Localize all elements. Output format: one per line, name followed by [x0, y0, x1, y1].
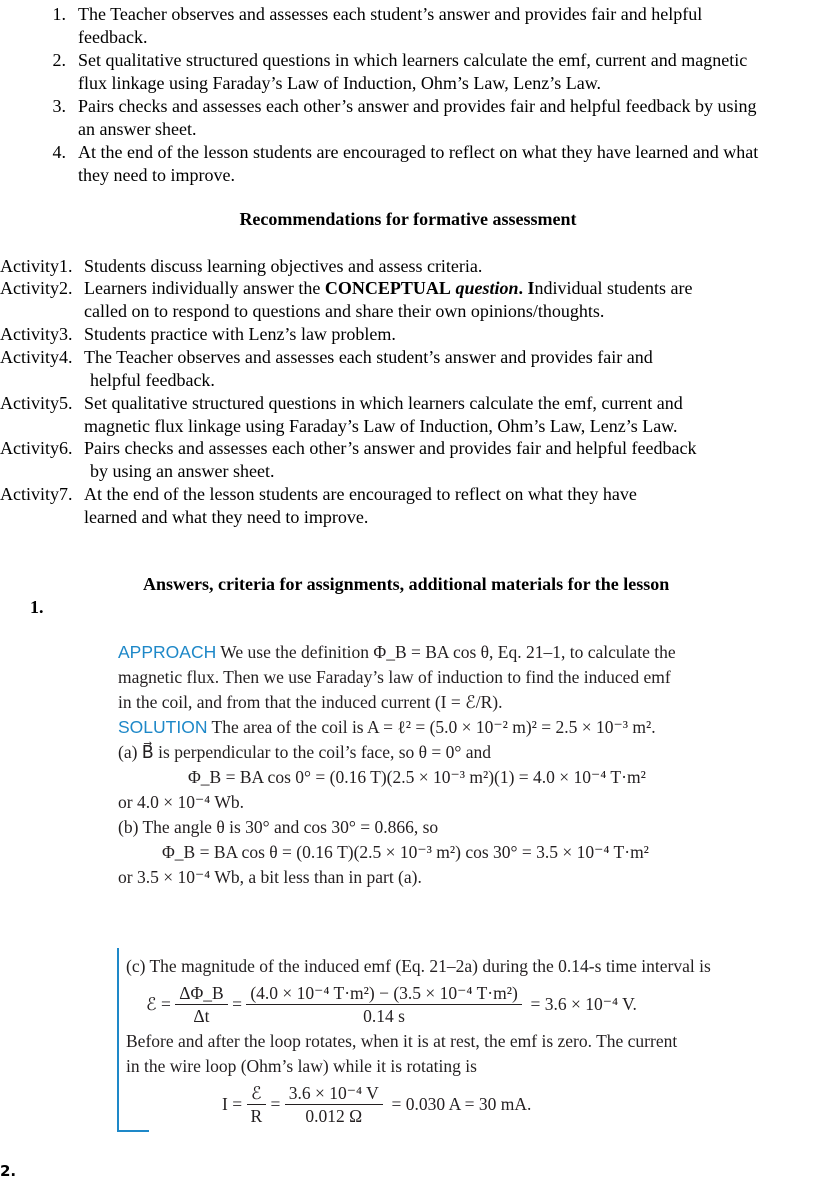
activity-label: Activity4. [0, 347, 73, 367]
activity-label: Activity7. [0, 484, 73, 504]
answer-marker: 2. [0, 1162, 17, 1180]
approach-text: We use the definition Φ_B = BA cos θ, Eq. 21–1, to calculate the [220, 642, 676, 662]
list-number: 4. [52, 142, 66, 162]
activity-text: Learners individually answer the CONCEPTUAL question. Individual students are [84, 278, 693, 298]
list-item-text: Pairs checks and assesses each other’s answer and provides fair and helpful feedback by using [78, 96, 757, 116]
activity-text: called on to respond to questions and share their own opinions/thoughts. [84, 301, 605, 321]
textbook-excerpt-1 [118, 640, 676, 890]
list-number: 1. [52, 4, 66, 24]
list-number: 3. [52, 96, 66, 116]
part-c-text: (c) The magnitude of the induced emf (Eq. 21–2a) during the 0.14-s time interval is [126, 956, 711, 976]
list-item-text: an answer sheet. [78, 119, 197, 139]
solution-text: The area of the coil is A = ℓ² = (5.0 × 10⁻² m)² = 2.5 × 10⁻³ m². [211, 717, 656, 737]
current-equation: I = $\frac{\text{ℰ}}{R}$ = $\frac{\text{3.6 × 10⁻⁴ V}}{0.012 \Omega}$ = 0.030 A = 30 mA. [222, 1082, 532, 1126]
activity-text: learned and what they need to improve. [84, 507, 369, 527]
excerpt-border [117, 948, 119, 1132]
list-item-text: feedback. [78, 27, 148, 47]
list-item-text: flux linkage using Faraday’s Law of Induction, Ohm’s Law, Lenz’s Law. [78, 73, 602, 93]
activity-text: The Teacher observes and assesses each student’s answer and provides fair and [84, 347, 653, 367]
excerpt-border [117, 1130, 149, 1132]
activity-label: Activity5. [0, 393, 73, 413]
activity-label: Activity2. [0, 278, 73, 298]
part-a-text: (a) B⃗ is perpendicular to the coil’s face, so θ = 0° and [118, 742, 492, 762]
textbook-excerpt-2 [126, 954, 711, 1129]
approach-text: in the coil, and from that the induced current (I = ℰ/R). [118, 692, 503, 712]
solution-label: SOLUTION [118, 717, 208, 737]
list-number: 2. [52, 50, 66, 70]
emf-equation: ℰ = $\frac{\Delta\Phi\_B}{\Delta t}$ = $\frac{\text{(4.0 × 10⁻⁴ T·m²) − (3.5 × 10⁻⁴ T·m²)}}{0.14 s}$ = 3.6 × 10⁻⁴ V. [146, 982, 637, 1026]
activity-label: Activity1. [0, 256, 73, 276]
part-c-text: in the wire loop (Ohm’s law) while it is rotating is [126, 1056, 477, 1076]
answer-marker: 1. [30, 597, 44, 617]
activity-text: by using an answer sheet. [90, 461, 275, 481]
approach-text: magnetic flux. Then we use Faraday’s law of induction to find the induced emf [118, 667, 671, 687]
activity-label: Activity3. [0, 324, 73, 344]
activity-text: magnetic flux linkage using Faraday’s Law of Induction, Ohm’s Law, Lenz’s Law. [84, 416, 678, 436]
activity-text: helpful feedback. [90, 370, 215, 390]
activity-label: Activity6. [0, 438, 73, 458]
part-b-text: (b) The angle θ is 30° and cos 30° = 0.866, so [118, 817, 439, 837]
approach-label: APPROACH [118, 642, 217, 662]
part-c-text: Before and after the loop rotates, when it is at rest, the emf is zero. The current [126, 1031, 678, 1051]
part-a-text: or 4.0 × 10⁻⁴ Wb. [118, 792, 244, 812]
part-b-equation: Φ_B = BA cos θ = (0.16 T)(2.5 × 10⁻³ m²) cos 30° = 3.5 × 10⁻⁴ T·m² [162, 842, 649, 862]
activity-text: At the end of the lesson students are encouraged to reflect on what they have [84, 484, 637, 504]
list-item-text: Set qualitative structured questions in which learners calculate the emf, current and magnetic [78, 50, 748, 70]
list-item-text: The Teacher observes and assesses each student’s answer and provides fair and helpful [78, 4, 703, 24]
section-heading: Answers, criteria for assignments, additional materials for the lesson [143, 574, 670, 594]
activity-text: Set qualitative structured questions in which learners calculate the emf, current and [84, 393, 683, 413]
part-b-text: or 3.5 × 10⁻⁴ Wb, a bit less than in part (a). [118, 867, 422, 887]
activity-text: Students practice with Lenz’s law problem. [84, 324, 396, 344]
activity-text: Pairs checks and assesses each other’s answer and provides fair and helpful feedback [84, 438, 697, 458]
section-heading: Recommendations for formative assessment [239, 209, 577, 229]
list-item-text: they need to improve. [78, 165, 235, 185]
part-a-equation: Φ_B = BA cos 0° = (0.16 T)(2.5 × 10⁻³ m²)(1) = 4.0 × 10⁻⁴ T·m² [188, 767, 646, 787]
activity-text: Students discuss learning objectives and assess criteria. [84, 256, 483, 276]
list-item-text: At the end of the lesson students are encouraged to reflect on what they have learned and what [78, 142, 759, 162]
